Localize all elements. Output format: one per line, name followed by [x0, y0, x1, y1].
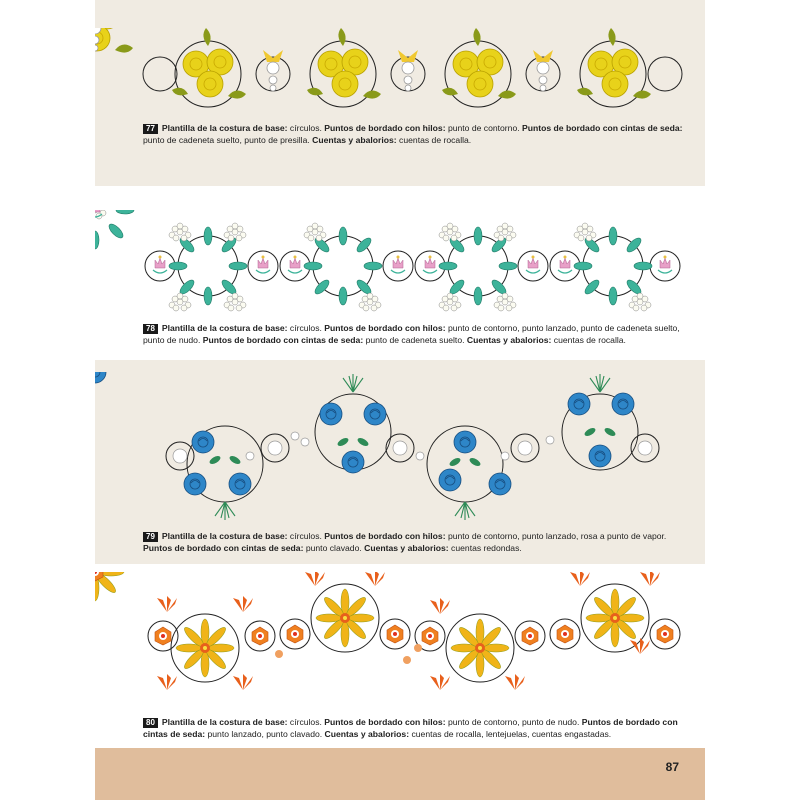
- caption-text: punto de contorno, punto lanzado, rosa a punto de vapor.: [445, 531, 667, 541]
- caption-label: Plantilla de la costura de base:: [161, 123, 288, 133]
- caption-label: Puntos de bordado con hilos:: [324, 531, 446, 541]
- design-78-band: [95, 186, 705, 360]
- caption-text: punto clavado.: [303, 543, 365, 553]
- design-79-band: [95, 360, 705, 564]
- page-footer: [95, 748, 705, 800]
- caption-text: cuentas de rocalla, lentejuelas, cuentas engastadas.: [409, 729, 612, 739]
- design-number-badge: 77: [143, 124, 158, 134]
- design-80-caption: [143, 716, 683, 740]
- caption-text: punto de cadeneta suelto.: [363, 335, 467, 345]
- caption-text: punto de contorno, punto lanzado, punto de cadeneta suelto, punto de nudo.: [143, 323, 680, 345]
- design-79-caption: [143, 530, 683, 554]
- caption-text: círculos.: [287, 323, 325, 333]
- design-80-illustration: [95, 572, 705, 706]
- design-number-badge: 79: [143, 532, 158, 542]
- caption-label: Cuentas y abalorios:: [324, 729, 410, 739]
- design-77-illustration: [95, 28, 705, 118]
- caption-label: Plantilla de la costura de base:: [161, 323, 288, 333]
- caption-text: círculos.: [287, 717, 325, 727]
- caption-label: Cuentas y abalorios:: [312, 135, 397, 145]
- caption-label: Cuentas y abalorios:: [466, 335, 552, 345]
- caption-text: punto lanzado, punto clavado.: [205, 729, 325, 739]
- design-79-illustration: [95, 372, 705, 520]
- caption-label: Plantilla de la costura de base:: [161, 717, 288, 727]
- caption-text: punto de cadeneta suelto, punto de presilla.: [143, 135, 313, 145]
- design-77-band: [95, 0, 705, 186]
- caption-label: Puntos de bordado con hilos:: [324, 123, 446, 133]
- design-number-badge: 78: [143, 324, 158, 334]
- design-78-illustration: [95, 210, 705, 322]
- caption-label: Plantilla de la costura de base:: [161, 531, 288, 541]
- caption-label: Puntos de bordado con hilos:: [324, 323, 446, 333]
- caption-label: Puntos de bordado con hilos:: [324, 717, 446, 727]
- design-78-caption: [143, 322, 683, 346]
- page: [95, 0, 705, 800]
- caption-text: cuentas de rocalla.: [396, 135, 472, 145]
- caption-label: Puntos de bordado con cintas de seda:: [522, 123, 683, 133]
- caption-label: Puntos de bordado con cintas de seda:: [143, 717, 678, 739]
- design-number-badge: 80: [143, 718, 158, 728]
- caption-text: punto de contorno.: [445, 123, 523, 133]
- design-80-band: [95, 564, 705, 748]
- caption-text: círculos.: [287, 531, 325, 541]
- page-number: 87: [665, 760, 679, 774]
- caption-label: Cuentas y abalorios:: [364, 543, 449, 553]
- design-77-caption: [143, 122, 683, 146]
- caption-text: cuentas redondas.: [448, 543, 522, 553]
- caption-text: punto de contorno, punto de nudo.: [445, 717, 582, 727]
- caption-label: Puntos de bordado con cintas de seda:: [143, 543, 304, 553]
- caption-text: círculos.: [287, 123, 325, 133]
- caption-label: Puntos de bordado con cintas de seda:: [202, 335, 364, 345]
- caption-text: cuentas de rocalla.: [551, 335, 626, 345]
